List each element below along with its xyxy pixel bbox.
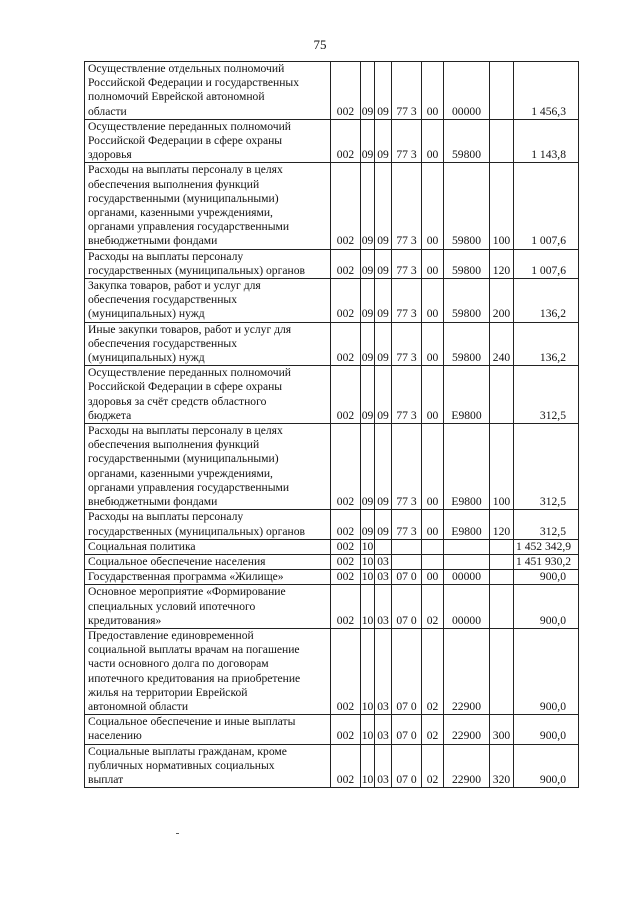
direction-code-cell: 59800 [444, 163, 490, 249]
expense-name-cell [85, 249, 331, 278]
subsection-code-cell: 03 [375, 585, 392, 629]
subprogram-code-cell: 00 [422, 163, 444, 249]
budget-table-body [85, 62, 579, 788]
table-row [85, 570, 579, 585]
expense-name-line: ипотечного кредитования на приобретение [88, 671, 301, 685]
expense-type-code-cell [490, 628, 514, 714]
admin-code-cell: 002 [331, 510, 361, 539]
table-row [85, 424, 579, 510]
direction-code-cell: 00000 [444, 62, 490, 120]
expense-name-cell [85, 510, 331, 539]
amount-cell: 900,0 [514, 715, 579, 744]
expense-name-line: государственных (муниципальных) органов [88, 524, 305, 538]
table-row [85, 322, 579, 366]
subsection-code-cell: 03 [375, 570, 392, 585]
expense-name-line: государственными (муниципальными) [88, 452, 279, 466]
amount-cell: 1 451 930,2 [514, 554, 579, 569]
direction-code-cell: 22900 [444, 715, 490, 744]
expense-name-line: государственными (муниципальными) [88, 191, 279, 205]
subsection-code-cell: 09 [375, 119, 392, 163]
program-code-cell: 77 3 [392, 119, 422, 163]
subprogram-code-cell [422, 539, 444, 554]
section-code-cell: 09 [361, 119, 375, 163]
table-row [85, 366, 579, 424]
scan-speck [176, 833, 179, 834]
section-code-cell: 09 [361, 322, 375, 366]
expense-name-line: Иные закупки товаров, работ и услуг для [88, 322, 292, 336]
subprogram-code-cell: 00 [422, 570, 444, 585]
expense-name-line: обеспечения государственных [88, 336, 238, 350]
expense-name-cell [85, 279, 331, 323]
expense-name-line: Социальные выплаты гражданам, кроме [88, 744, 287, 758]
expense-name-cell [85, 62, 331, 120]
table-row [85, 554, 579, 569]
section-code-cell: 10 [361, 628, 375, 714]
expense-name-line: органами управления государственными [88, 220, 290, 234]
subprogram-code-cell: 00 [422, 279, 444, 323]
section-code-cell: 09 [361, 249, 375, 278]
page-number: 75 [313, 37, 327, 52]
admin-code-cell: 002 [331, 744, 361, 788]
expense-name-line: Социальная политика [88, 539, 196, 553]
expense-name-line: области [88, 104, 127, 118]
expense-name-cell [85, 715, 331, 744]
expense-name-cell [85, 744, 331, 788]
expense-type-code-cell [490, 585, 514, 629]
section-code-cell: 10 [361, 539, 374, 553]
amount-cell: 1 007,6 [514, 163, 579, 249]
admin-code-cell: 002 [331, 279, 361, 323]
expense-name-cell [85, 424, 331, 510]
budget-table [84, 61, 579, 788]
direction-code-cell: 22900 [444, 744, 490, 788]
direction-code-cell: 59800 [444, 249, 490, 278]
expense-name-line: внебюджетными фондами [88, 495, 218, 509]
admin-code-cell: 002 [331, 424, 361, 510]
subsection-code-cell: 09 [375, 322, 392, 366]
expense-type-code-cell: 100 [490, 163, 514, 249]
program-code-cell [392, 539, 422, 554]
expense-name-line: специальных условий ипотечного [88, 599, 256, 613]
table-row [85, 119, 579, 163]
table-row [85, 539, 579, 554]
subsection-code-cell [375, 539, 392, 554]
expense-name-line: Российской Федерации в сфере охраны [88, 380, 283, 394]
expense-name-cell [85, 322, 331, 366]
expense-name-cell [85, 366, 331, 424]
expense-name-line: Предоставление единовременной [88, 628, 254, 642]
expense-name-line: части основного долга по договорам [88, 657, 269, 671]
expense-name-cell [85, 570, 331, 585]
expense-name-line: Осуществление переданных полномочий [88, 366, 292, 380]
section-code-cell: 09 [361, 163, 375, 249]
table-row [85, 163, 579, 249]
section-code-cell: 10 [361, 554, 374, 568]
expense-name-line: Расходы на выплаты персоналу в целях [88, 424, 283, 438]
subsection-code-cell: 09 [375, 366, 392, 424]
subprogram-code-cell: 02 [422, 628, 444, 714]
amount-cell: 1 143,8 [514, 119, 579, 163]
direction-code-cell [444, 539, 490, 554]
expense-type-code-cell [490, 554, 514, 569]
direction-code-cell: 59800 [444, 322, 490, 366]
admin-code-cell: 002 [331, 539, 361, 554]
expense-name-line: внебюджетными фондами [88, 234, 218, 248]
section-code-cell: 10 [361, 585, 375, 629]
subprogram-code-cell: 00 [422, 62, 444, 120]
program-code-cell: 77 3 [392, 424, 422, 510]
program-code-cell: 07 0 [392, 628, 422, 714]
table-row [85, 744, 579, 788]
subprogram-code-cell [422, 554, 444, 569]
subsection-code-cell: 03 [375, 628, 392, 714]
program-code-cell: 77 3 [392, 249, 422, 278]
expense-name-cell [85, 585, 331, 629]
expense-type-code-cell: 120 [490, 510, 514, 539]
expense-name-line: органами, казенными учреждениями, [88, 206, 273, 220]
program-code-cell: 07 0 [392, 715, 422, 744]
expense-name-line: Расходы на выплаты персоналу в целях [88, 163, 283, 177]
expense-type-code-cell: 300 [490, 715, 514, 744]
admin-code-cell: 002 [331, 585, 361, 629]
amount-cell: 312,5 [514, 424, 579, 510]
subprogram-code-cell: 02 [422, 744, 444, 788]
expense-type-code-cell: 120 [490, 249, 514, 278]
table-row [85, 715, 579, 744]
program-code-cell: 77 3 [392, 62, 422, 120]
amount-cell: 900,0 [514, 628, 579, 714]
expense-name-line: (муниципальных) нужд [88, 351, 205, 365]
expense-type-code-cell [490, 119, 514, 163]
program-code-cell: 07 0 [392, 585, 422, 629]
subsection-code-cell: 09 [375, 279, 392, 323]
admin-code-cell: 002 [331, 554, 361, 569]
subsection-code-cell: 09 [375, 249, 392, 278]
amount-cell: 312,5 [514, 366, 579, 424]
amount-cell: 1 452 342,9 [514, 539, 579, 554]
amount-cell: 900,0 [514, 570, 579, 585]
expense-name-line: полномочий Еврейской автономной [88, 90, 265, 104]
section-code-cell: 10 [361, 744, 375, 788]
amount-cell: 312,5 [514, 510, 579, 539]
section-code-cell: 10 [361, 715, 375, 744]
admin-code-cell: 002 [331, 628, 361, 714]
expense-type-code-cell [490, 366, 514, 424]
expense-name-line: социальной выплаты врачам на погашение [88, 643, 300, 657]
expense-name-line: кредитования» [88, 613, 162, 627]
expense-name-line: (муниципальных) нужд [88, 307, 205, 321]
program-code-cell: 07 0 [392, 570, 422, 585]
expense-name-cell [85, 539, 331, 554]
amount-cell: 1 007,6 [514, 249, 579, 278]
expense-name-line: Государственная программа «Жилище» [88, 570, 284, 584]
admin-code-cell: 002 [331, 366, 361, 424]
expense-name-line: здоровья [88, 148, 132, 162]
subsection-code-cell: 09 [375, 424, 392, 510]
amount-cell: 136,2 [514, 279, 579, 323]
expense-name-cell [85, 119, 331, 163]
section-code-cell: 09 [361, 510, 375, 539]
expense-name-line: Российской Федерации в сфере охраны [88, 134, 283, 148]
table-row [85, 279, 579, 323]
amount-cell: 900,0 [514, 585, 579, 629]
expense-name-line: жилья на территории Еврейской [88, 685, 248, 699]
direction-code-cell [444, 554, 490, 569]
subprogram-code-cell: 00 [422, 322, 444, 366]
section-code-cell: 09 [361, 424, 375, 510]
direction-code-cell: 22900 [444, 628, 490, 714]
subsection-code-cell: 03 [375, 715, 392, 744]
direction-code-cell: 00000 [444, 570, 490, 585]
admin-code-cell: 002 [331, 570, 361, 585]
admin-code-cell: 002 [331, 163, 361, 249]
expense-name-line: Осуществление отдельных полномочий [88, 62, 285, 75]
expense-name-line: Социальное обеспечение и иные выплаты [88, 715, 296, 729]
expense-name-line: обеспечения государственных [88, 293, 238, 307]
admin-code-cell: 002 [331, 62, 361, 120]
expense-name-line: Основное мероприятие «Формирование [88, 585, 286, 599]
program-code-cell: 77 3 [392, 322, 422, 366]
expense-name-line: Закупка товаров, работ и услуг для [88, 279, 261, 293]
table-row [85, 510, 579, 539]
expense-type-code-cell: 240 [490, 322, 514, 366]
table-row [85, 249, 579, 278]
subsection-code-cell: 03 [375, 744, 392, 788]
table-row [85, 628, 579, 714]
expense-name-line: здоровья за счёт средств областного [88, 394, 267, 408]
direction-code-cell: E9800 [444, 366, 490, 424]
section-code-cell: 09 [361, 279, 375, 323]
admin-code-cell: 002 [331, 249, 361, 278]
expense-type-code-cell [490, 62, 514, 120]
table-row [85, 585, 579, 629]
expense-name-line: Расходы на выплаты персоналу [88, 249, 244, 263]
subprogram-code-cell: 00 [422, 119, 444, 163]
direction-code-cell: 00000 [444, 585, 490, 629]
program-code-cell: 77 3 [392, 510, 422, 539]
expense-name-line: Российской Федерации и государственных [88, 76, 300, 90]
subprogram-code-cell: 02 [422, 585, 444, 629]
expense-name-cell [85, 554, 331, 569]
expense-name-line: Социальное обеспечение населения [88, 554, 266, 568]
direction-code-cell: E9800 [444, 510, 490, 539]
expense-name-cell [85, 628, 331, 714]
subprogram-code-cell: 00 [422, 510, 444, 539]
expense-name-line: выплат [88, 772, 124, 786]
expense-type-code-cell: 200 [490, 279, 514, 323]
program-code-cell: 77 3 [392, 163, 422, 249]
admin-code-cell: 002 [331, 119, 361, 163]
amount-cell: 900,0 [514, 744, 579, 788]
subprogram-code-cell: 00 [422, 249, 444, 278]
expense-name-line: автономной области [88, 699, 189, 713]
section-code-cell: 09 [361, 366, 375, 424]
direction-code-cell: E9800 [444, 424, 490, 510]
program-code-cell: 77 3 [392, 366, 422, 424]
amount-cell: 136,2 [514, 322, 579, 366]
subsection-code-cell: 03 [375, 554, 392, 569]
direction-code-cell: 59800 [444, 279, 490, 323]
subsection-code-cell: 09 [375, 62, 392, 120]
expense-name-line: населению [88, 729, 142, 743]
admin-code-cell: 002 [331, 715, 361, 744]
subsection-code-cell: 09 [375, 163, 392, 249]
expense-name-line: обеспечения выполнения функций [88, 177, 260, 191]
expense-name-cell [85, 163, 331, 249]
expense-name-line: публичных нормативных социальных [88, 758, 275, 772]
expense-name-line: органами, казенными учреждениями, [88, 466, 273, 480]
expense-type-code-cell: 320 [490, 744, 514, 788]
expense-name-line: органами управления государственными [88, 480, 290, 494]
subsection-code-cell: 09 [375, 510, 392, 539]
table-row [85, 62, 579, 120]
amount-cell: 1 456,3 [514, 62, 579, 120]
section-code-cell: 10 [361, 570, 374, 584]
subprogram-code-cell: 00 [422, 424, 444, 510]
expense-name-line: бюджета [88, 408, 132, 422]
expense-name-line: Осуществление переданных полномочий [88, 119, 292, 133]
expense-name-line: Расходы на выплаты персоналу [88, 510, 244, 524]
section-code-cell: 09 [361, 62, 375, 120]
subprogram-code-cell: 02 [422, 715, 444, 744]
expense-name-line: обеспечения выполнения функций [88, 438, 260, 452]
program-code-cell: 77 3 [392, 279, 422, 323]
expense-name-line: государственных (муниципальных) органов [88, 263, 305, 277]
direction-code-cell: 59800 [444, 119, 490, 163]
subprogram-code-cell: 00 [422, 366, 444, 424]
expense-type-code-cell: 100 [490, 424, 514, 510]
admin-code-cell: 002 [331, 322, 361, 366]
program-code-cell [392, 554, 422, 569]
program-code-cell: 07 0 [392, 744, 422, 788]
expense-type-code-cell [490, 539, 514, 554]
expense-type-code-cell [490, 570, 514, 585]
